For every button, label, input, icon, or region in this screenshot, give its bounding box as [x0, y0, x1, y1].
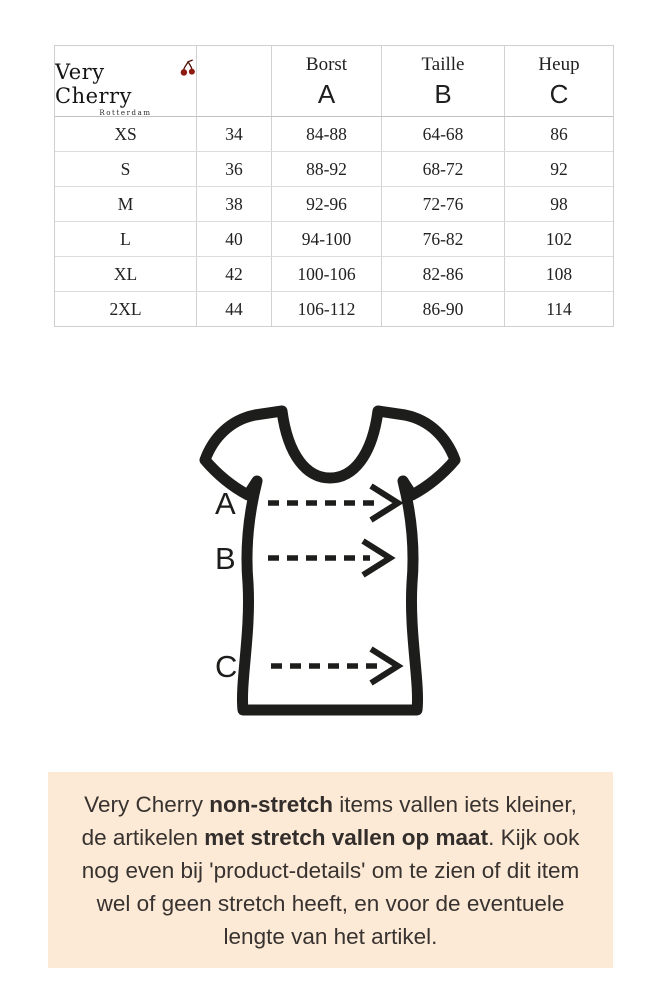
table-cell: 34 [197, 117, 272, 151]
note-bold-text: non-stretch [209, 792, 333, 817]
column-label-borst: Borst [305, 54, 348, 75]
table-body [55, 116, 613, 326]
table-cell: 92-96 [272, 187, 382, 221]
table-cell: XL [55, 257, 197, 291]
column-letter-c: C [549, 79, 569, 109]
table-cell: M [55, 187, 197, 221]
size-table [54, 45, 614, 327]
measure-label-a: A [215, 486, 236, 521]
table-cell: 64-68 [382, 117, 505, 151]
measure-label-c: C [215, 649, 238, 684]
table-row [55, 151, 613, 186]
table-cell: 44 [197, 292, 272, 326]
table-cell: 76-82 [382, 222, 505, 256]
table-cell: L [55, 222, 197, 256]
table-cell: 100-106 [272, 257, 382, 291]
table-cell: 40 [197, 222, 272, 256]
table-cell: 114 [546, 298, 572, 319]
table-cell: 42 [197, 257, 272, 291]
table-cell: 2XL [55, 292, 197, 326]
column-letter-b: B [434, 79, 452, 109]
table-cell: 92 [550, 158, 568, 179]
brand-subtitle: Rotterdam [99, 108, 152, 116]
note-text: items vallen iets kleiner, de artikelen [81, 792, 577, 850]
table-header-row [55, 46, 613, 116]
note-text: Very Cherry [84, 792, 210, 817]
tshirt-diagram [195, 398, 465, 730]
table-cell: 38 [197, 187, 272, 221]
note-bold-text: met stretch vallen op maat [204, 825, 489, 850]
brand-name: Very Cherry [55, 59, 132, 108]
table-row [55, 116, 613, 151]
table-row [55, 186, 613, 221]
table-row [55, 221, 613, 256]
table-cell: 88-92 [272, 152, 382, 186]
column-header-borst [272, 46, 382, 116]
note-text: . Kijk ook nog even bij 'product-details' om te zien of dit item wel of geen stretch heeft, en voor de eventuele lengte van het artikel. [81, 825, 580, 949]
stretch-note [48, 772, 613, 968]
column-letter-a: A [317, 79, 336, 109]
column-label-heup: Heup [538, 54, 580, 75]
column-header-heup [505, 46, 613, 116]
table-cell: 106-112 [272, 292, 382, 326]
brand-logo [55, 46, 197, 116]
table-row [55, 291, 613, 326]
column-header-size-number [197, 46, 272, 116]
table-cell: S [55, 152, 197, 186]
column-header-taille [382, 46, 505, 116]
table-cell: 82-86 [382, 257, 505, 291]
table-cell: 72-76 [382, 187, 505, 221]
table-cell: 86 [550, 123, 568, 144]
table-cell: 102 [545, 228, 573, 249]
table-row [55, 256, 613, 291]
table-cell: XS [55, 117, 197, 151]
column-label-taille: Taille [421, 54, 465, 75]
table-cell: 98 [550, 193, 568, 214]
measure-label-b: B [215, 541, 236, 576]
table-cell: 86-90 [382, 292, 505, 326]
table-cell: 94-100 [272, 222, 382, 256]
cherry-icon [180, 58, 196, 80]
table-cell: 68-72 [382, 152, 505, 186]
table-cell: 84-88 [272, 117, 382, 151]
table-cell: 108 [545, 263, 573, 284]
table-cell: 36 [197, 152, 272, 186]
brand-logo-line [55, 60, 196, 108]
